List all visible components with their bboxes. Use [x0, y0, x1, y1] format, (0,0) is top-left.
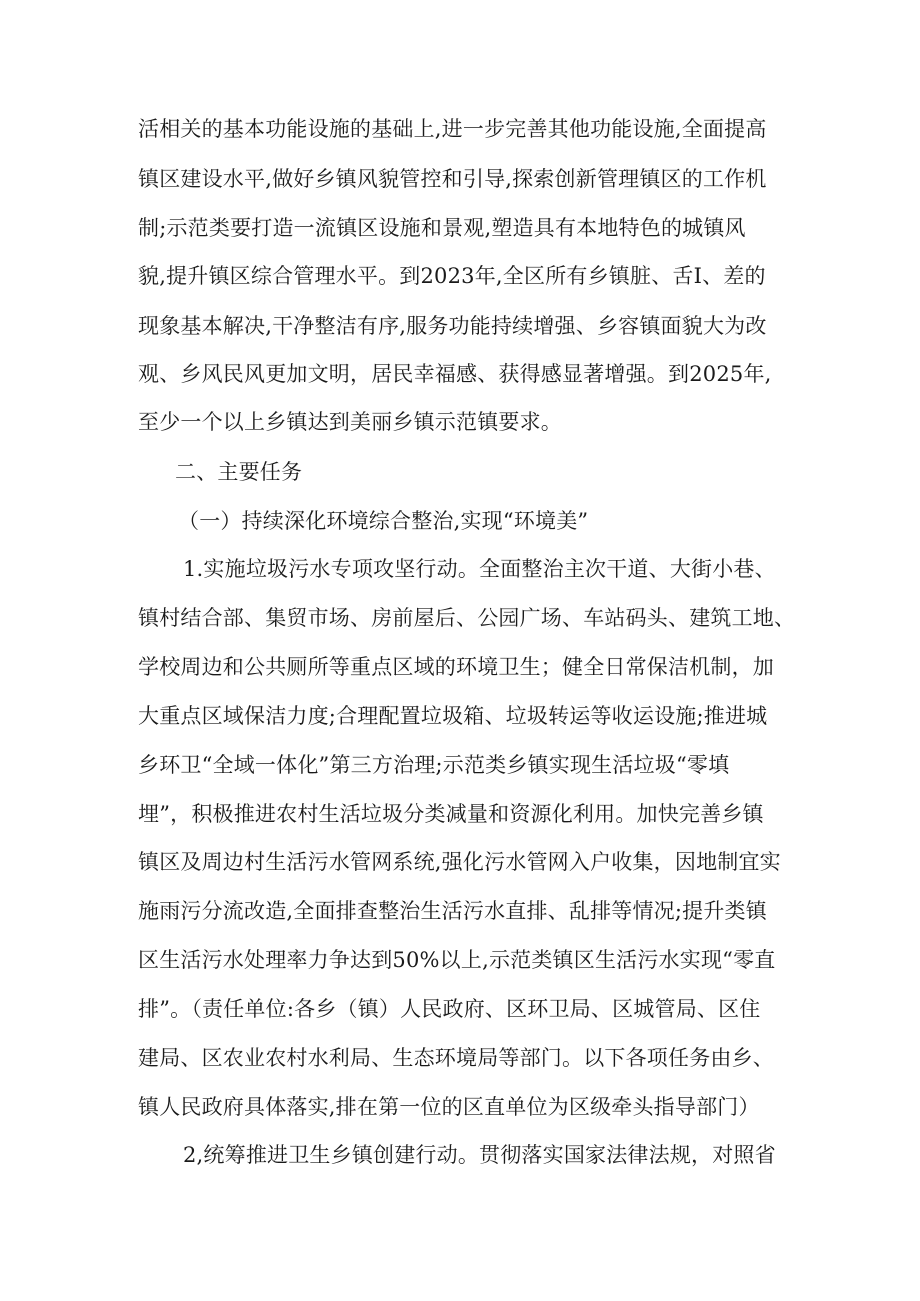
body-line: 乡环卫“全域一体化”第三方治理;示范类乡镇实现生活垃圾“零填: [138, 753, 730, 777]
body-line: 活相关的基本功能设施的基础上,进一步完善其他功能设施,全面提高: [138, 117, 767, 141]
section-heading: 二、主要任务: [175, 460, 303, 484]
subsection-heading: （一）持续深化环境综合整治,实现“环境美”: [178, 509, 589, 533]
body-line: 制;示范类要打造一流镇区设施和景观,塑造具有本地特色的城镇风: [138, 216, 746, 240]
body-line: 区生活污水处理率力争达到50%以上,示范类镇区生活污水实现“零直: [138, 948, 776, 972]
body-line: 排”。（责任单位:各乡（镇）人民政府、区环卫局、区城管局、区住: [138, 997, 761, 1021]
body-line: 貌,提升镇区综合管理水平。到2023年,全区所有乡镇脏、舌I、差的: [138, 264, 766, 288]
body-line: 镇区及周边村生活污水管网系统,强化污水管网入户收集，因地制宜实: [138, 850, 781, 874]
body-line: 建局、区农业农村水利局、生态环境局等部门。以下各项任务由乡、: [138, 1046, 774, 1070]
body-line: 大重点区域保洁力度;合理配置垃圾箱、垃圾转运等收运设施;推进城: [138, 704, 768, 728]
paragraph-start-line: 2,统筹推进卫生乡镇创建行动。贯彻落实国家法律法规，对照省: [183, 1143, 776, 1167]
body-line: 镇村结合部、集贸市场、房前屋后、公园广场、车站码头、建筑工地、: [138, 606, 796, 630]
body-line: 现象基本解决,干净整洁有序,服务功能持续增强、乡容镇面貌大为改: [138, 314, 767, 338]
body-line: 观、乡风民风更加文明，居民幸福感、获得感显著增强。到2025年,: [138, 362, 772, 386]
body-line: 至少一个以上乡镇达到美丽乡镇示范镇要求。: [138, 410, 562, 434]
body-line: 埋”，积极推进农村生活垃圾分类减量和资源化利用。加快完善乡镇: [138, 802, 764, 826]
body-line: 镇人民政府具体落实,排在第一位的区直单位为区级牵头指导部门）: [138, 1095, 760, 1119]
body-line: 施雨污分流改造,全面排查整治生活污水直排、乱排等情况;提升类镇: [138, 899, 767, 923]
paragraph-start-line: 1.实施垃圾污水专项攻坚行动。全面整治主次干道、大街小巷、: [183, 557, 776, 581]
body-line: 学校周边和公共厕所等重点区域的环境卫生；健全日常保洁机制，加: [138, 655, 774, 679]
body-line: 镇区建设水平,做好乡镇风貌管控和引导,探索创新管理镇区的工作机: [138, 167, 767, 191]
